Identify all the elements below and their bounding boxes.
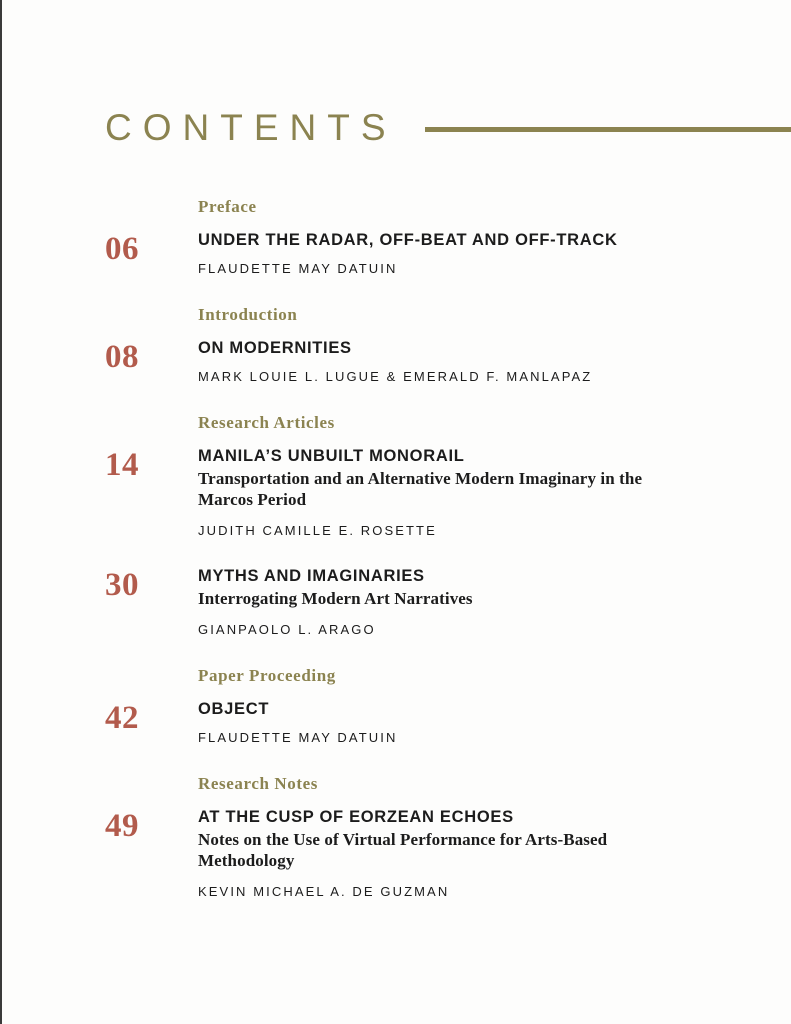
entry-page-number: 08 <box>105 339 139 375</box>
entry-page-number: 06 <box>105 231 139 267</box>
entry-author: FLAUDETTE MAY DATUIN <box>198 261 398 276</box>
toc-entry[interactable] <box>2 338 791 412</box>
entry-title: UNDER THE RADAR, OFF-BEAT AND OFF-TRACK <box>198 231 618 249</box>
entry-subtitle: Notes on the Use of Virtual Performance for Arts-Based Methodology <box>198 830 608 870</box>
entry-subtitle: Interrogating Modern Art Narratives <box>198 589 473 608</box>
page-title: CONTENTS <box>105 106 397 148</box>
entry-title: MYTHS AND IMAGINARIES <box>198 567 425 585</box>
entry-author: FLAUDETTE MAY DATUIN <box>198 730 398 745</box>
toc-group <box>2 196 791 304</box>
entry-author: MARK LOUIE L. LUGUE & EMERALD F. MANLAPAZ <box>198 369 593 384</box>
toc-entry[interactable] <box>2 446 791 566</box>
entry-subtitle: Transportation and an Alternative Modern Imaginary in the Marcos Period <box>198 469 643 509</box>
entry-title: MANILA’S UNBUILT MONORAIL <box>198 447 465 465</box>
section-label: Research Articles <box>198 413 335 432</box>
entry-title: ON MODERNITIES <box>198 339 352 357</box>
entry-page-number: 42 <box>105 700 139 736</box>
toc-entry[interactable] <box>2 230 791 304</box>
table-of-contents <box>2 196 791 927</box>
toc-group <box>2 665 791 773</box>
toc-entry[interactable] <box>2 699 791 773</box>
entry-title: AT THE CUSP OF EORZEAN ECHOES <box>198 808 514 826</box>
entry-title: OBJECT <box>198 700 270 718</box>
entry-author: GIANPAOLO L. ARAGO <box>198 622 376 637</box>
entry-author: JUDITH CAMILLE E. ROSETTE <box>198 523 437 538</box>
section-label: Research Notes <box>198 774 318 793</box>
toc-group <box>2 412 791 665</box>
entry-author: KEVIN MICHAEL A. DE GUZMAN <box>198 884 450 899</box>
entry-page-number: 14 <box>105 447 139 483</box>
toc-group <box>2 773 791 927</box>
entry-page-number: 30 <box>105 567 139 603</box>
section-label: Introduction <box>198 305 298 324</box>
toc-entry[interactable] <box>2 807 791 927</box>
toc-entry[interactable] <box>2 566 791 665</box>
section-label: Paper Proceeding <box>198 666 336 685</box>
entry-page-number: 49 <box>105 808 139 844</box>
masthead-divider <box>425 127 791 132</box>
section-label: Preface <box>198 197 257 216</box>
masthead <box>2 100 791 154</box>
toc-group <box>2 304 791 412</box>
